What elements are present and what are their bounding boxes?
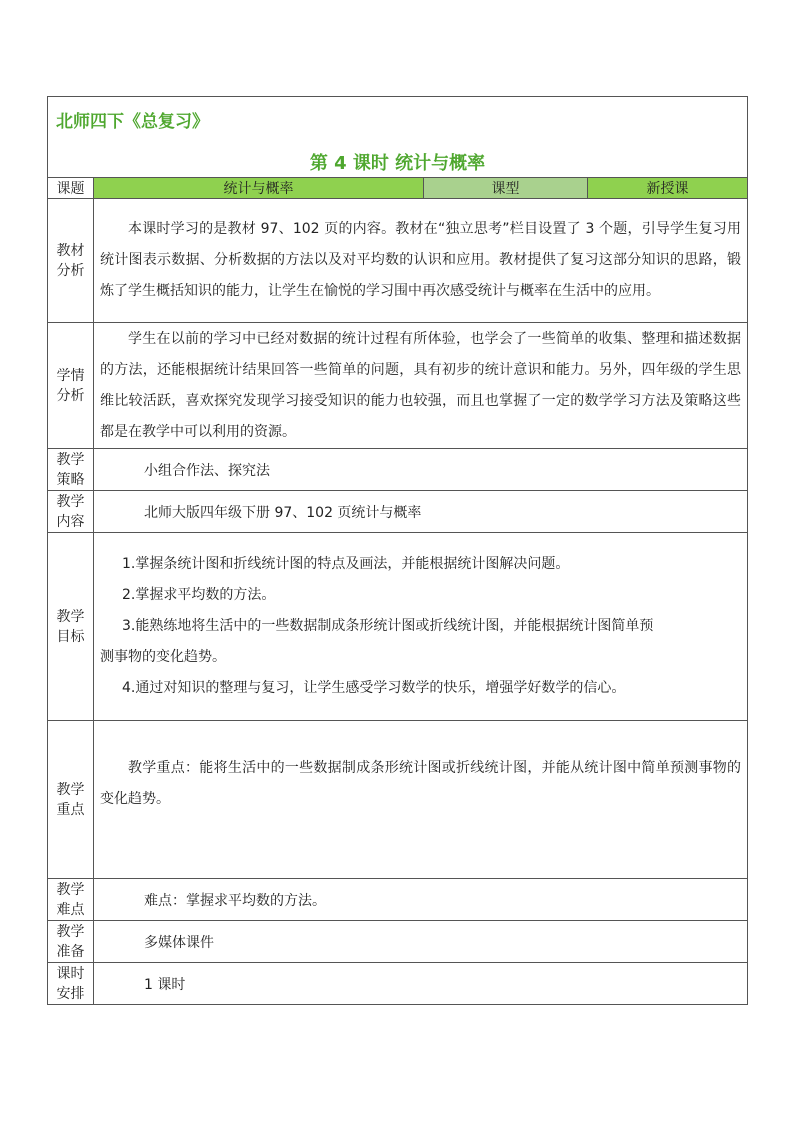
topic-value: 统计与概率 — [94, 178, 424, 199]
material-row — [48, 199, 748, 323]
goals-label-line2: 目标 — [56, 628, 85, 645]
goal-item: 1.掌握条统计图和折线统计图的特点及画法，并能根据统计图解决问题。 — [122, 556, 570, 572]
goal-item: 3.能熟练地将生活中的一些数据制成条形统计图或折线统计图，并能根据统计图简单预 — [122, 618, 654, 634]
difficulties-label-line1: 教学 — [56, 881, 85, 898]
goal-item: 4.通过对知识的整理与复习，让学生感受学习数学的快乐，增强学好数学的信心。 — [122, 680, 626, 696]
students-label-line2: 分析 — [56, 387, 85, 404]
title-block — [48, 97, 748, 178]
goals-list — [94, 533, 748, 721]
content-label-line1: 教学 — [56, 493, 85, 510]
schedule-text: 1 课时 — [94, 963, 748, 1005]
content-label-line2: 内容 — [56, 513, 85, 530]
schedule-label-line2: 安排 — [56, 985, 85, 1002]
strategy-label — [48, 449, 94, 491]
preparation-text: 多媒体课件 — [94, 921, 748, 963]
preparation-row — [48, 921, 748, 963]
difficulties-label — [48, 879, 94, 921]
preparation-label-line2: 准备 — [56, 943, 85, 960]
preparation-label-line1: 教学 — [56, 923, 85, 940]
goals-row — [48, 533, 748, 721]
material-text: 本课时学习的是教材 97、102 页的内容。教材在“独立思考”栏目设置了 3 个题，引导学生复习用统计图表示数据、分析数据的方法以及对平均数的认识和应用。教材提供了复习这部分知识的思路，锻炼了学生概括知识的能力，让学生在愉悦的学习围中再次感受统计与概率在生活中的应用。 — [94, 199, 748, 323]
material-label-line2: 分析 — [56, 262, 85, 279]
schedule-row — [48, 963, 748, 1005]
lesson-title: 第 4 课时 统计与概率 — [309, 153, 486, 174]
strategy-text: 小组合作法、探究法 — [94, 449, 748, 491]
type-label: 课型 — [424, 178, 588, 199]
students-row — [48, 323, 748, 449]
material-label — [48, 199, 94, 323]
keypoints-label-line1: 教学 — [56, 781, 85, 798]
lesson-plan-table — [47, 96, 748, 1005]
schedule-label — [48, 963, 94, 1005]
schedule-label-line1: 课时 — [56, 965, 85, 982]
topic-label: 课题 — [48, 178, 94, 199]
students-text: 学生在以前的学习中已经对数据的统计过程有所体验，也学会了一些简单的收集、整理和描述数据的方法，还能根据统计结果回答一些简单的问题，具有初步的统计意识和能力。另外，四年级的学生思维比较活跃，喜欢探究发现学习接受知识的能力也较强，而且也掌握了一定的数学学习方法及策略这些都是在教学中可以利用的资源。 — [94, 323, 748, 449]
difficulties-label-line2: 难点 — [56, 901, 85, 918]
keypoints-text: 教学重点：能将生活中的一些数据制成条形统计图或折线统计图，并能从统计图中简单预测事物的变化趋势。 — [94, 721, 748, 879]
goal-item: 测事物的变化趋势。 — [100, 649, 226, 665]
students-label — [48, 323, 94, 449]
goals-label — [48, 533, 94, 721]
lesson-plan-sheet — [47, 96, 747, 1005]
difficulties-text: 难点：掌握求平均数的方法。 — [94, 879, 748, 921]
difficulties-row — [48, 879, 748, 921]
info-row — [48, 178, 748, 199]
keypoints-row — [48, 721, 748, 879]
strategy-label-line1: 教学 — [56, 451, 85, 468]
content-row — [48, 491, 748, 533]
strategy-label-line2: 策略 — [56, 471, 85, 488]
goal-item: 2.掌握求平均数的方法。 — [122, 587, 276, 603]
material-label-line1: 教材 — [56, 242, 85, 259]
series-title: 北师四下《总复习》 — [56, 112, 209, 132]
strategy-row — [48, 449, 748, 491]
goals-label-line1: 教学 — [56, 608, 85, 625]
keypoints-label — [48, 721, 94, 879]
content-text: 北师大版四年级下册 97、102 页统计与概率 — [94, 491, 748, 533]
preparation-label — [48, 921, 94, 963]
content-label — [48, 491, 94, 533]
students-label-line1: 学情 — [56, 367, 85, 384]
type-value: 新授课 — [588, 178, 748, 199]
keypoints-label-line2: 重点 — [56, 801, 85, 818]
